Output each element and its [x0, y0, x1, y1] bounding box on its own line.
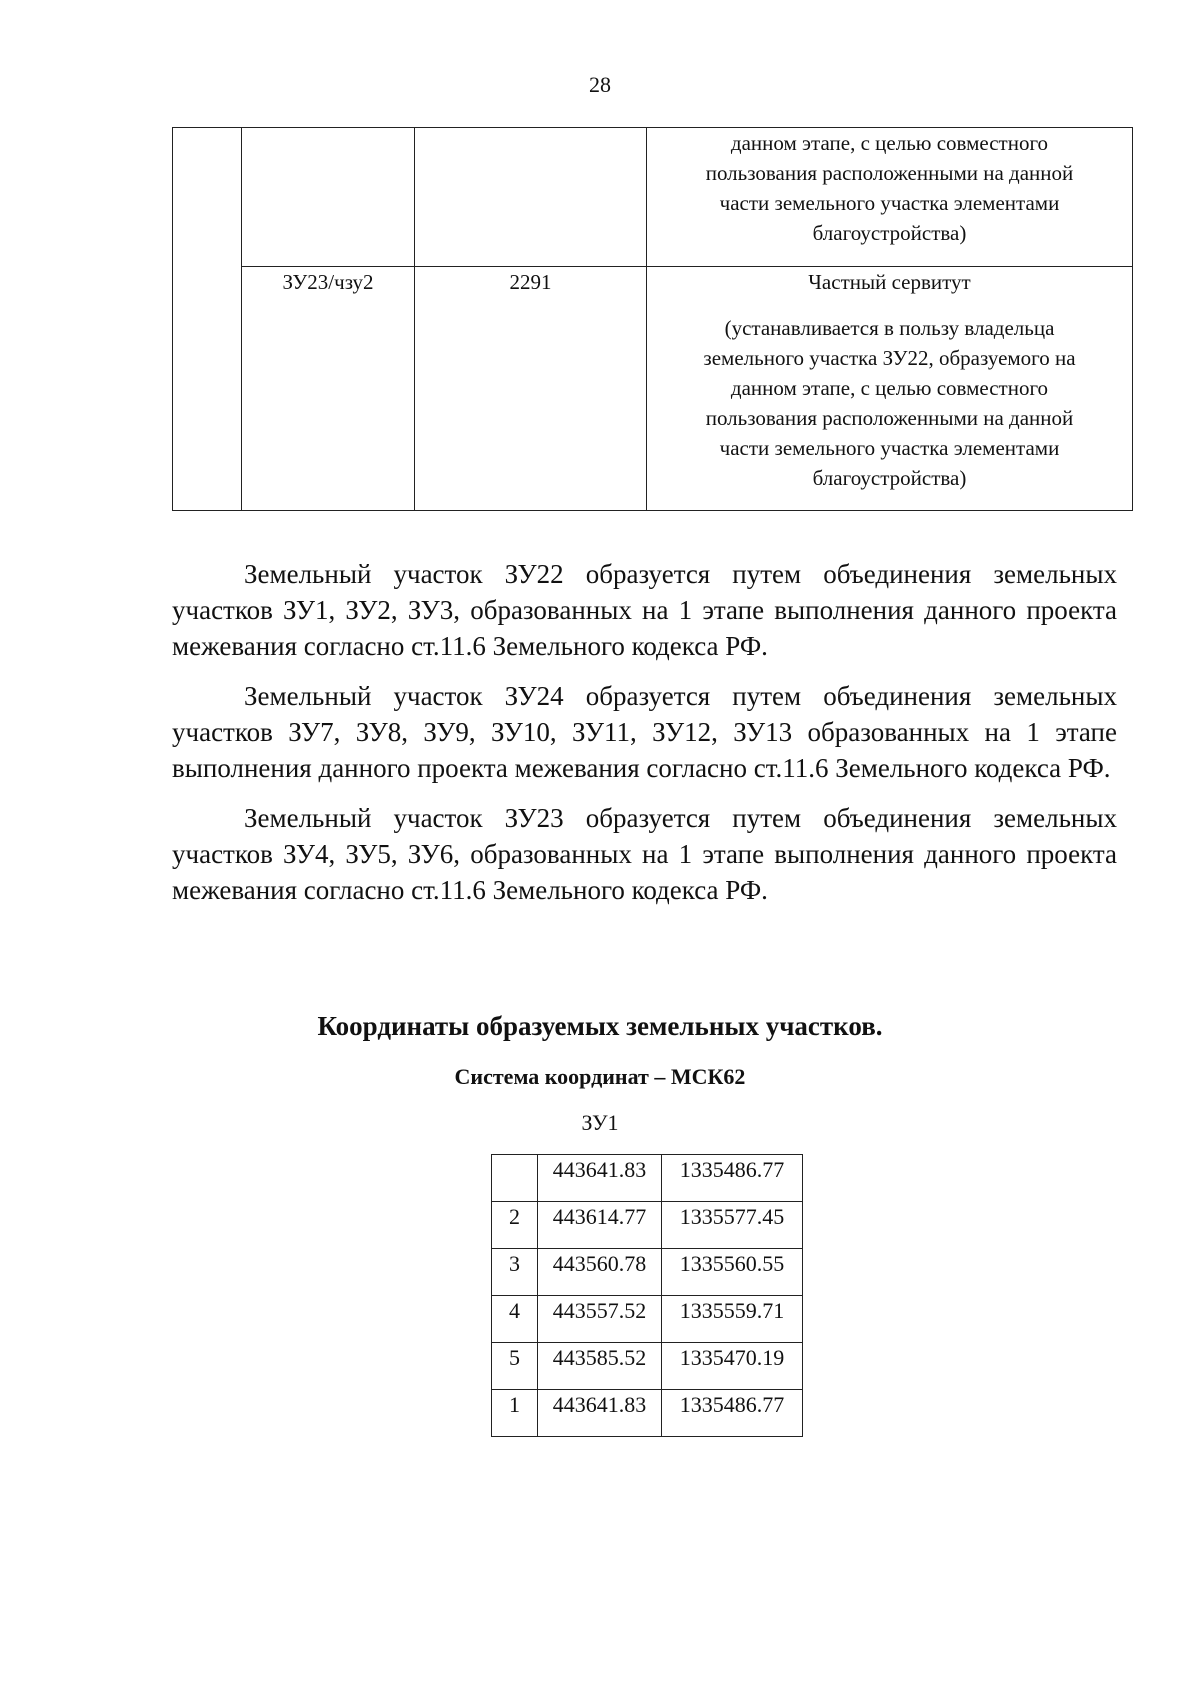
- body-text: [172, 556, 1117, 922]
- coordinate-y: 1335560.55: [662, 1249, 803, 1296]
- point-number: [492, 1155, 538, 1202]
- parcel-part-area: 2291: [509, 270, 552, 294]
- coordinate-x: 443614.77: [538, 1202, 662, 1249]
- table-cell: [415, 267, 647, 511]
- cell-line: пользования расположенными на данной: [705, 161, 1074, 185]
- cell-line: данном этапе, с целью совместного: [730, 376, 1049, 400]
- point-number: 3: [492, 1249, 538, 1296]
- table-row: [492, 1343, 803, 1390]
- coordinate-y: 1335577.45: [662, 1202, 803, 1249]
- table-row: [173, 128, 1133, 267]
- coordinate-x: 443585.52: [538, 1343, 662, 1390]
- coordinate-y: 1335559.71: [662, 1296, 803, 1343]
- easement-title: Частный сервитут: [808, 270, 971, 294]
- paragraph: Земельный участок ЗУ23 образуется путем объединения земельных участков ЗУ4, ЗУ5, ЗУ6, образованных на 1 этапе выполнения данного проекта межевания согласно ст.11.6 Земельного кодекса РФ.: [172, 803, 1117, 905]
- table-cell: [242, 128, 415, 267]
- table-cell: [173, 267, 242, 511]
- table-row: [492, 1202, 803, 1249]
- table-cell: [647, 267, 1133, 511]
- cell-line: земельного участка ЗУ22, образуемого на: [703, 346, 1076, 370]
- table-cell: [173, 128, 242, 267]
- coordinate-y: 1335470.19: [662, 1343, 803, 1390]
- table-row: [492, 1296, 803, 1343]
- coordinate-x: 443641.83: [538, 1390, 662, 1437]
- paragraph: Земельный участок ЗУ22 образуется путем объединения земельных участков ЗУ1, ЗУ2, ЗУ3, образованных на 1 этапе выполнения данного проекта межевания согласно ст.11.6 Земельного кодекса РФ.: [172, 559, 1117, 661]
- table-row: [492, 1155, 803, 1202]
- paragraph: Земельный участок ЗУ24 образуется путем объединения земельных участков ЗУ7, ЗУ8, ЗУ9, ЗУ10, ЗУ11, ЗУ12, ЗУ13 образованных на 1 этапе выполнения данного проекта межевания согласно ст.11.6 Земельного кодекса РФ.: [172, 681, 1117, 783]
- coordinate-x: 443641.83: [538, 1155, 662, 1202]
- coordinate-y: 1335486.77: [662, 1390, 803, 1437]
- parcel-part-id: ЗУ23/чзу2: [282, 270, 374, 294]
- cell-line: части земельного участка элементами: [719, 436, 1060, 460]
- cell-line: данном этапе, с целью совместного: [730, 131, 1049, 155]
- table-cell: [647, 128, 1133, 267]
- coordinates-table: [491, 1154, 803, 1437]
- page-number: 28: [589, 72, 611, 97]
- cell-line: благоустройства): [812, 466, 967, 490]
- section-heading: Координаты образуемых земельных участков.: [317, 1011, 883, 1041]
- point-number: 1: [492, 1390, 538, 1437]
- point-number: 2: [492, 1202, 538, 1249]
- cell-line: пользования расположенными на данной: [705, 406, 1074, 430]
- table-cell: [242, 267, 415, 511]
- parcel-label: ЗУ1: [581, 1110, 619, 1135]
- table-row: [492, 1249, 803, 1296]
- table-cell: [415, 128, 647, 267]
- table-row: [492, 1390, 803, 1437]
- coordinate-x: 443557.52: [538, 1296, 662, 1343]
- cell-line: (устанавливается в пользу владельца: [724, 316, 1055, 340]
- cell-line: благоустройства): [812, 221, 967, 245]
- easement-table: [172, 127, 1133, 511]
- table-row: [173, 267, 1133, 511]
- cell-line: части земельного участка элементами: [719, 191, 1060, 215]
- point-number: 4: [492, 1296, 538, 1343]
- coordinate-system-label: Система координат – МСК62: [454, 1064, 746, 1089]
- coordinate-y: 1335486.77: [662, 1155, 803, 1202]
- point-number: 5: [492, 1343, 538, 1390]
- coordinate-x: 443560.78: [538, 1249, 662, 1296]
